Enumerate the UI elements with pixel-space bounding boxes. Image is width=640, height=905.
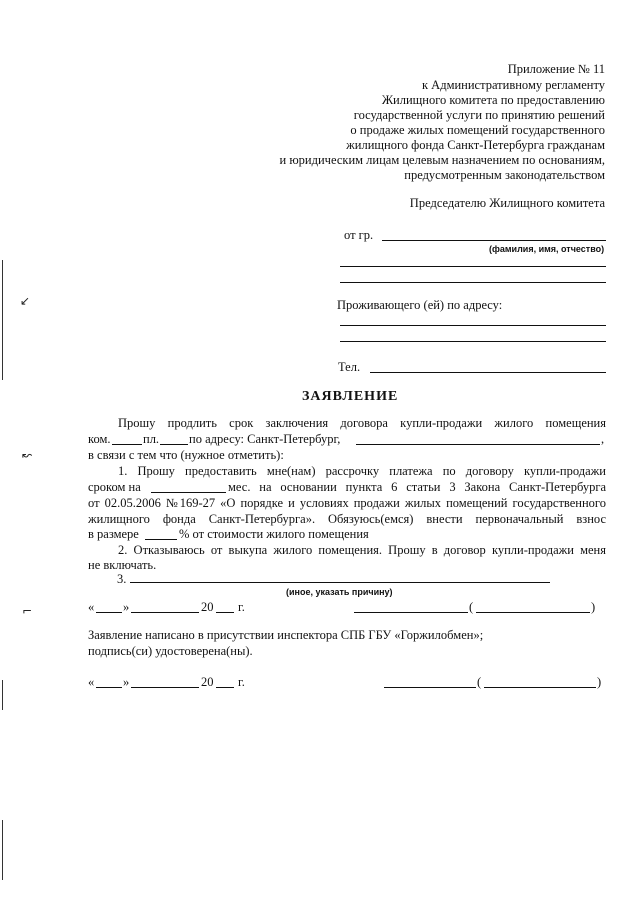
scan-mark-icon: ↜ bbox=[22, 448, 33, 462]
scan-mark-icon: ⌐ bbox=[22, 604, 33, 618]
date-close-quote: » bbox=[123, 600, 130, 614]
day-field[interactable] bbox=[96, 612, 122, 613]
page-title: ЗАЯВЛЕНИЕ bbox=[302, 389, 399, 404]
year-prefix: 20 bbox=[201, 675, 214, 689]
percent-text: % от стоимости жилого помещения bbox=[179, 527, 369, 541]
year-field[interactable] bbox=[216, 612, 234, 613]
paren-close: ) bbox=[597, 675, 602, 689]
header-line: и юридическим лицам целевым назначением по основаниям, bbox=[279, 153, 605, 167]
header-line: предусмотренным законодательством bbox=[404, 168, 605, 182]
option-1-text: мес. на основании пункта 6 статьи 3 Закона Санкт-Петербурга bbox=[228, 480, 606, 494]
signature-name-field[interactable] bbox=[476, 612, 590, 613]
from-label: от гр. bbox=[344, 228, 374, 242]
paren-open: ( bbox=[469, 600, 474, 614]
name-field-line[interactable] bbox=[340, 282, 606, 283]
paren-close: ) bbox=[591, 600, 596, 614]
inspector-note: Заявление написано в присутствии инспектора СПБ ГБУ «Горжилобмен»; bbox=[88, 628, 484, 642]
signature-field[interactable] bbox=[384, 687, 476, 688]
name-field[interactable] bbox=[382, 240, 606, 241]
phone-label: Тел. bbox=[338, 360, 361, 374]
phone-field[interactable] bbox=[370, 372, 606, 373]
header-line: к Административному регламенту bbox=[421, 78, 605, 92]
property-address-field[interactable] bbox=[356, 444, 600, 445]
year-suffix: г. bbox=[238, 675, 245, 689]
percent-field[interactable] bbox=[145, 539, 177, 540]
residence-label: Проживающего (ей) по адресу: bbox=[337, 298, 503, 312]
month-field[interactable] bbox=[131, 687, 199, 688]
header-line: жилищного фонда Санкт-Петербурга гражданам bbox=[346, 138, 605, 152]
name-hint: (фамилия, имя, отчество) bbox=[489, 244, 605, 254]
header-line: о продаже жилых помещений государственного bbox=[350, 123, 605, 137]
signature-name-field[interactable] bbox=[484, 687, 596, 688]
address-label: по адресу: Санкт-Петербург, bbox=[189, 432, 341, 446]
option-3-label: 3. bbox=[117, 572, 127, 586]
name-field-line[interactable] bbox=[340, 266, 606, 267]
inspector-note: подпись(си) удостоверена(ны). bbox=[88, 644, 253, 658]
comma: , bbox=[601, 432, 605, 446]
other-reason-hint: (иное, указать причину) bbox=[286, 587, 393, 597]
kom-field[interactable] bbox=[112, 444, 142, 445]
term-label: сроком на bbox=[88, 480, 141, 494]
year-field[interactable] bbox=[216, 687, 234, 688]
option-1-text: жилищного фонда Санкт-Петербурга». Обязуюсь(емся) внести первоначальный взнос bbox=[88, 512, 606, 526]
scan-edge-line bbox=[2, 820, 3, 880]
intro-text: Прошу продлить срок заключения договора купли-продажи жилого помещения bbox=[118, 416, 606, 430]
address-field[interactable] bbox=[340, 341, 606, 342]
scan-mark-icon: ↙ bbox=[20, 294, 31, 308]
option-2-text: 2. Отказываюсь от выкупа жилого помещения. Прошу в договор купли-продажи меня bbox=[118, 543, 606, 557]
day-field[interactable] bbox=[96, 687, 122, 688]
pl-field[interactable] bbox=[160, 444, 188, 445]
scan-edge-line bbox=[2, 260, 3, 380]
scan-edge-line bbox=[2, 680, 3, 710]
year-prefix: 20 bbox=[201, 600, 214, 614]
address-field[interactable] bbox=[340, 325, 606, 326]
kom-label: ком. bbox=[88, 432, 111, 446]
term-field[interactable] bbox=[151, 492, 226, 493]
reason-intro: в связи с тем что (нужное отметить): bbox=[88, 448, 284, 462]
header-line: Жилищного комитета по предоставлению bbox=[381, 93, 605, 107]
addressee: Председателю Жилищного комитета bbox=[409, 196, 605, 210]
date-close-quote: » bbox=[123, 675, 130, 689]
header-line: Приложение № 11 bbox=[507, 62, 605, 76]
header-line: государственной услуги по принятию решений bbox=[353, 108, 605, 122]
paren-open: ( bbox=[477, 675, 482, 689]
pl-label: пл. bbox=[143, 432, 160, 446]
date-open-quote: « bbox=[88, 600, 95, 614]
other-reason-field[interactable] bbox=[130, 582, 550, 583]
signature-field[interactable] bbox=[354, 612, 468, 613]
month-field[interactable] bbox=[131, 612, 199, 613]
option-1-text: от 02.05.2006 №169-27 «О порядке и условиях продажи жилых помещений государственного bbox=[88, 496, 606, 510]
year-suffix: г. bbox=[238, 600, 245, 614]
date-open-quote: « bbox=[88, 675, 95, 689]
percent-label: в размере bbox=[88, 527, 139, 541]
option-2-text: не включать. bbox=[88, 558, 157, 572]
option-1-text: 1. Прошу предоставить мне(нам) рассрочку платежа по договору купли-продажи bbox=[118, 464, 606, 478]
